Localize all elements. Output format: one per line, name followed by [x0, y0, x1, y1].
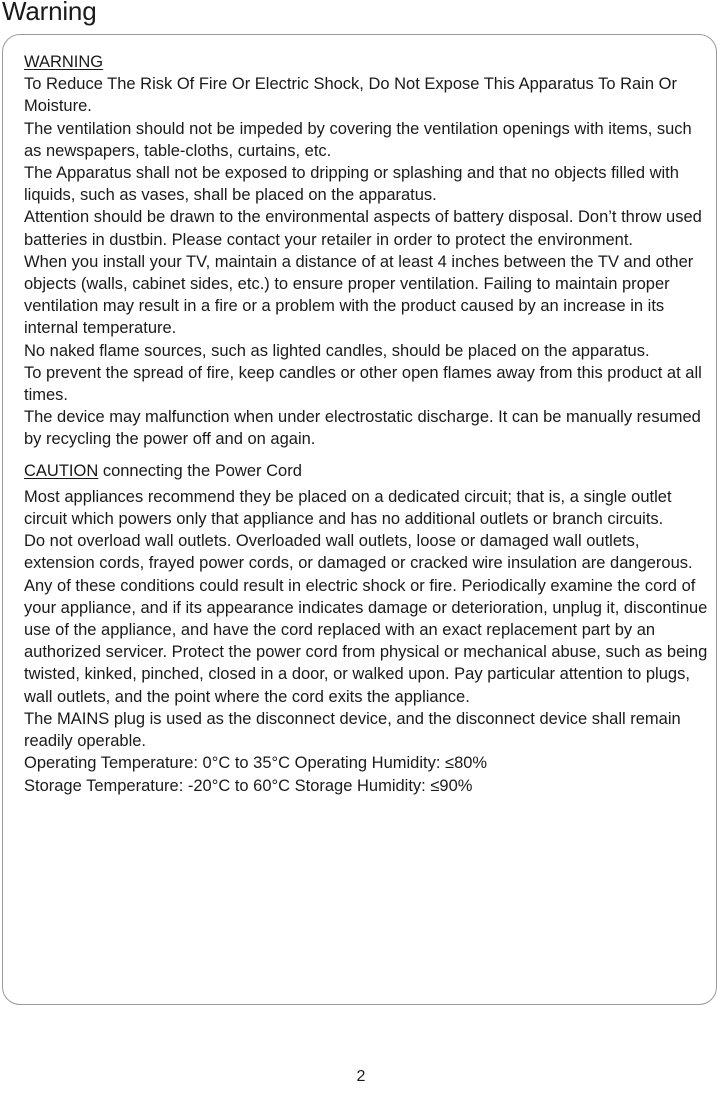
caution-subtitle: connecting the Power Cord	[98, 461, 302, 480]
caution-paragraph: Do not overload wall outlets. Overloaded wall outlets, loose or damaged wall outlets, extension cords, frayed power cords, or damaged or cracked wire insulation are dangerous. Any of these conditions could result in electric shock or fire. Periodically examine the cord of your appliance, and if its appearance indicates damage or deterioration, unplug it, discontinue use of the appliance, and have the cord replaced with an exact replacement part by an authorized servicer. Protect the power cord from physical or mechanical abuse, such as being twisted, kinked, pinched, closed in a door, or walked upon. Pay particular attention to plugs, wall outlets, and the point where the cord exits the appliance.	[24, 532, 708, 706]
caution-paragraph: Most appliances recommend they be placed on a dedicated circuit; that is, a single outlet circuit which powers only that appliance and has no additional outlets or branch circuits.	[24, 487, 672, 529]
storage-spec: Storage Temperature: -20°C to 60°C Storage Humidity: ≤90%	[24, 776, 473, 795]
page-number: 2	[356, 1068, 366, 1085]
warning-title	[24, 51, 716, 73]
caution-label: CAUTION	[24, 461, 99, 480]
caution-paragraph: The MAINS plug is used as the disconnect device, and the disconnect device shall remain readily operable.	[24, 709, 681, 751]
warning-paragraph: The Apparatus shall not be exposed to dripping or splashing and that no objects filled with liquids, such as vases, shall be placed on the apparatus.	[24, 164, 679, 205]
warning-paragraph: To prevent the spread of fire, keep candles or other open flames away from this product at all times.	[24, 363, 702, 405]
caution-section	[24, 460, 716, 797]
warning-paragraph: Attention should be drawn to the environmental aspects of battery disposal. Don’t throw used batteries in dustbin. Please contact your retailer in order to protect the environment.	[24, 208, 702, 249]
warning-paragraph: No naked flame sources, such as lighted candles, should be placed on the apparatus.	[24, 341, 650, 360]
caution-title	[24, 460, 716, 482]
warning-label: WARNING	[24, 53, 104, 71]
warning-paragraph: To Reduce The Risk Of Fire Or Electric Shock, Do Not Expose This Apparatus To Rain Or Moisture.	[24, 75, 677, 116]
warning-paragraph: The device may malfunction when under electrostatic discharge. It can be manually resumed by recycling the power off and on again.	[24, 408, 701, 449]
operating-spec: Operating Temperature: 0°C to 35°C Operating Humidity: ≤80%	[24, 754, 488, 773]
notice-box	[2, 34, 717, 1005]
warning-section	[24, 51, 716, 451]
warning-paragraph: The ventilation should not be impeded by covering the ventilation openings with items, such as newspapers, table-cloths, curtains, etc.	[24, 119, 692, 160]
page-title: Warning	[2, 0, 97, 26]
warning-paragraph: When you install your TV, maintain a distance of at least 4 inches between the TV and other objects (walls, cabinet sides, etc.) to ensure proper ventilation. Failing to maintain proper ventilation may result in a fire or a problem with the product caused by an increase in its internal temperature.	[24, 252, 694, 338]
